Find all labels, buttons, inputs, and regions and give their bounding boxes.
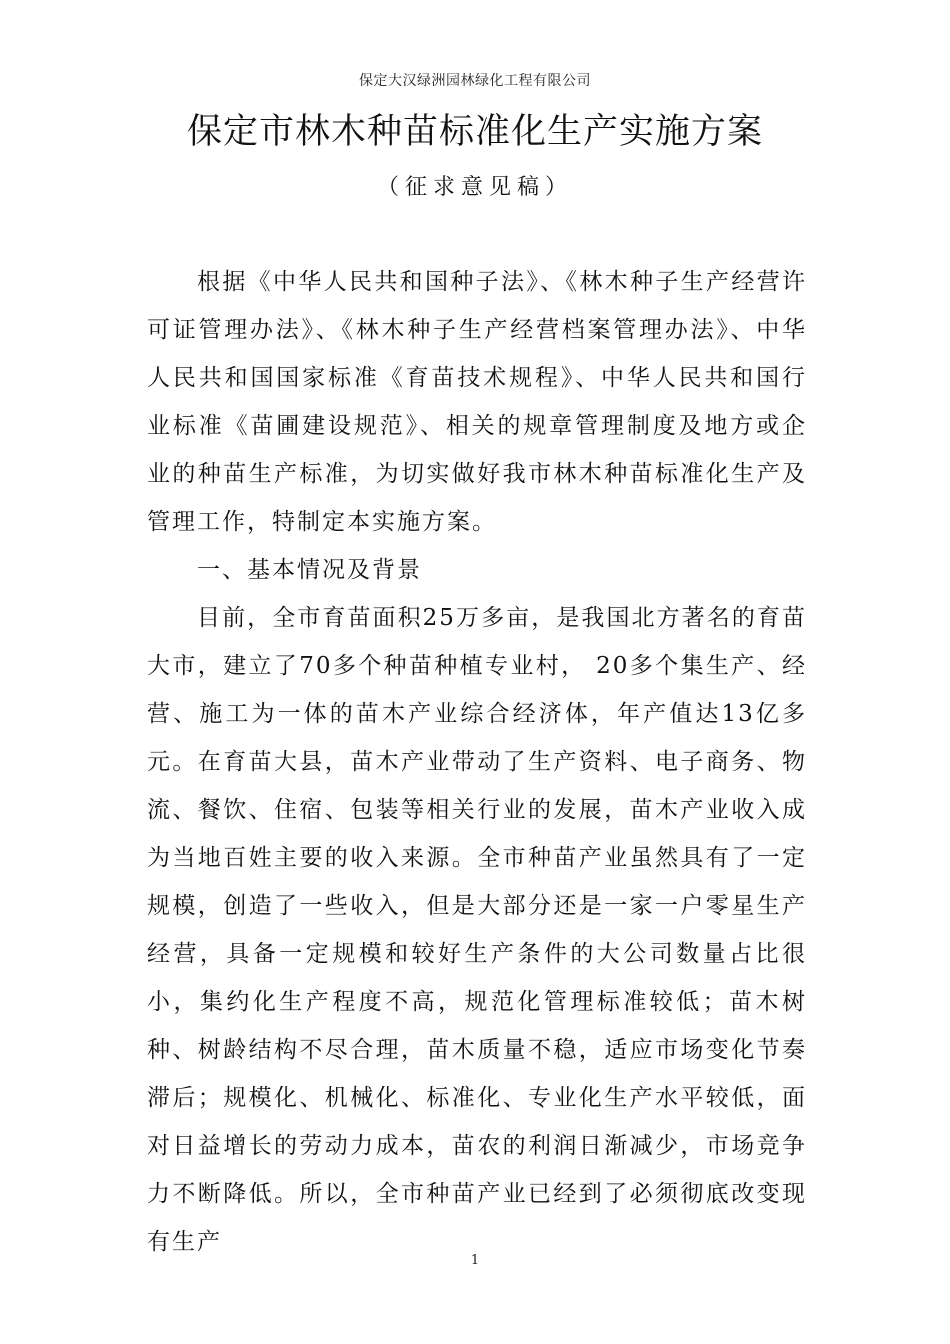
page-header-company: 保定大汉绿洲园林绿化工程有限公司 — [359, 73, 591, 89]
document-title: 保定市林木种苗标准化生产实施方案 — [186, 112, 763, 152]
intro-paragraph: 根据《中华人民共和国种子法》、《林木种子生产经营许可证管理办法》、《林木种子生产经营档案管理办法》、中华人民共和国国家标准《育苗技术规程》、中华人民共和国行业标准《苗圃建设规范》、相关的规章管理制度及地方或企业的种苗生产标准，为切实做好我市林木种苗标准化生产及管理工作，特制定本实施方案。 — [147, 269, 807, 535]
section-paragraph: 目前，全市育苗面积25万多亩，是我国北方著名的育苗大市，建立了70多个种苗种植专业村， 20多个集生产、经营、施工为一体的苗木产业综合经济体，年产值达13亿多元。在育苗大县，苗木产业带动了生产资料、电子商务、物流、餐饮、住宿、包装等相关行业的发展，苗木产业收入成为当地百姓主要的收入来源。全市种苗产业虽然具有了一定规模，创造了一些收入，但是大部分还是一家一户零星生产经营，具备一定规模和较好生产条件的大公司数量占比很小，集约化生产程度不高，规范化管理标准较低；苗木树种、树龄结构不尽合理，苗木质量不稳，适应市场变化节奏滞后；规模化、机械化、标准化、专业化生产水平较低，面对日益增长的劳动力成本，苗农的利润日渐减少，市场竞争力不断降低。所以，全市种苗产业已经到了必须彻底改变现有生产 — [147, 605, 807, 1255]
document-subtitle: （征求意见稿） — [376, 175, 573, 200]
section-heading: 一、基本情况及背景 — [197, 557, 422, 583]
document-body — [147, 258, 807, 1266]
page-number: 1 — [470, 1253, 480, 1268]
